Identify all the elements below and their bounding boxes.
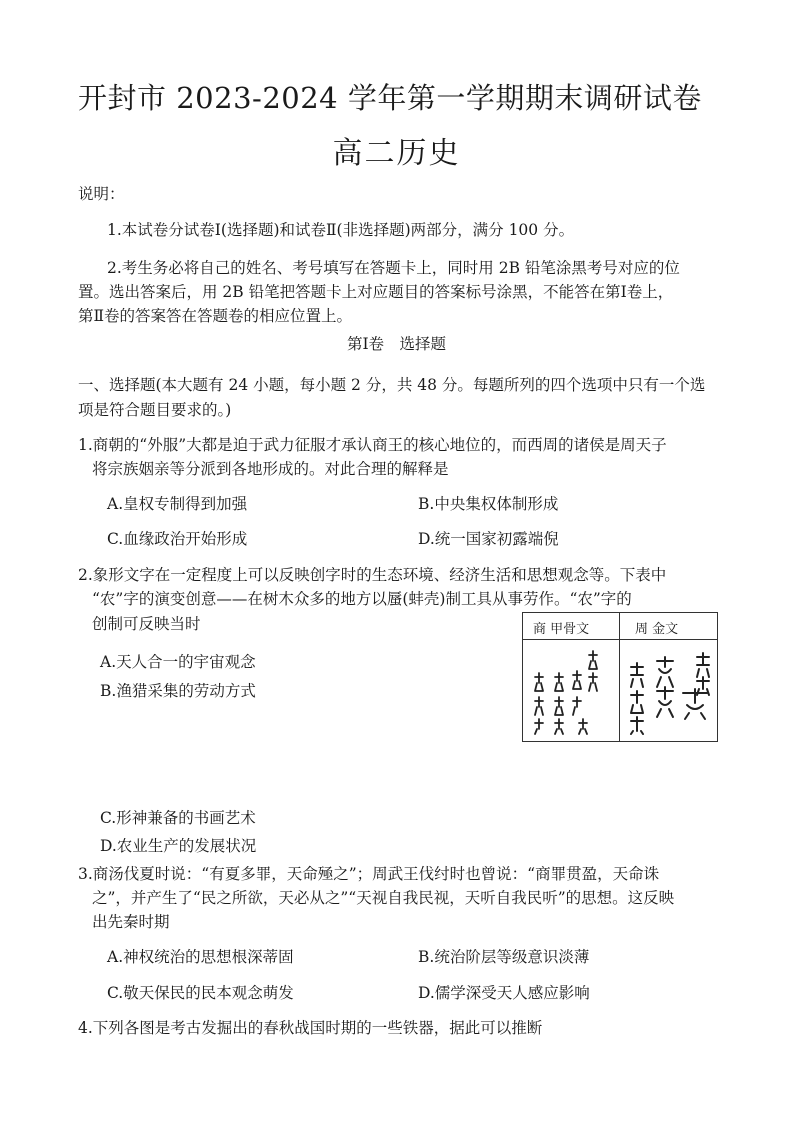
question-2-option-d: D.农业生产的发展状况 [100,837,257,855]
question-1-line-1: 1.商朝的“外服”大都是迫于武力征服才承认商王的核心地位的，而西周的诸侯是周天子 [78,436,667,454]
notes-label: 说明： [78,185,125,203]
section-instruction-line-1: 一、选择题(本大题有 24 小题，每小题 2 分，共 48 分。每题所列的四个选项中只有一个选 [78,376,706,394]
question-3-line-2: 之”，并产生了“民之所欲，天必从之”“天视自我民视，天听自我民听”的思想。这反映 [92,889,675,907]
note-item-2-line-1: 2.考生务必将自己的姓名、考号填写在答题卡上，同时用 2B 铅笔涂黑考号对应的位 [107,259,680,277]
note-item-2-line-2: 置。选出答案后，用 2B 铅笔把答题卡上对应题目的答案标号涂黑，不能答在第Ⅰ卷上， [78,283,674,301]
section-title: 第Ⅰ卷 选择题 [346,335,447,353]
question-1-option-c: C.血缘政治开始形成 [107,530,248,548]
question-2-line-1: 2.象形文字在一定程度上可以反映创字时的生态环境、经济生活和思想观念等。下表中 [78,566,667,584]
question-1-line-2: 将宗族姻亲等分派到各地形成的。对此合理的解释是 [92,460,449,478]
exam-subject: 高二历史 [332,136,461,171]
table-divider [619,613,620,741]
question-1-option-d: D.统一国家初露端倪 [418,530,559,548]
question-3-option-d: D.儒学深受天人感应影响 [418,984,590,1002]
note-item-1: 1.本试卷分试卷Ⅰ(选择题)和试卷Ⅱ(非选择题)两部分，满分 100 分。 [107,221,575,239]
question-2-line-3: 创制可反映当时 [92,615,201,633]
zhou-bronze-header: 周 金文 [635,622,679,637]
question-1-option-a: A.皇权专制得到加强 [107,495,248,513]
question-3-option-c: C.敬天保民的民本观念萌发 [107,984,294,1002]
question-3-line-3: 出先秦时期 [92,913,170,931]
question-3-option-b: B.统治阶层等级意识淡薄 [418,948,590,966]
question-4-line-1: 4.下列各图是考古发掘出的春秋战国时期的一些铁器，据此可以推断 [78,1019,543,1037]
question-3-option-a: A.神权统治的思想根深蒂固 [107,948,294,966]
question-2-option-b: B.渔猎采集的劳动方式 [100,682,256,700]
nong-character-table [522,612,718,742]
exam-title: 开封市 2023-2024 学年第一学期期末调研试卷 [78,81,702,115]
shang-oracle-header: 商 甲骨文 [533,622,590,637]
oracle-glyphs-image [531,647,615,740]
question-2-line-2: “农”字的演变创意——在树木众多的地方以蜃(蚌壳)制工具从事劳作。“农”字的 [92,590,632,608]
section-instruction-line-2: 项是符合题目要求的。) [78,401,232,419]
table-header [523,613,717,640]
question-2-option-a: A.天人合一的宇宙观念 [100,653,256,671]
bronze-glyphs-image [627,647,713,740]
question-3-line-1: 3.商汤伐夏时说：“有夏多罪，天命殛之”；周武王伐纣时也曾说：“商罪贯盈，天命诛 [78,865,660,883]
question-2-option-c: C.形神兼备的书画艺术 [100,809,256,827]
note-item-2-line-3: 第Ⅱ卷的答案答在答题卷的相应位置上。 [78,307,353,325]
question-1-option-b: B.中央集权体制形成 [418,495,559,513]
